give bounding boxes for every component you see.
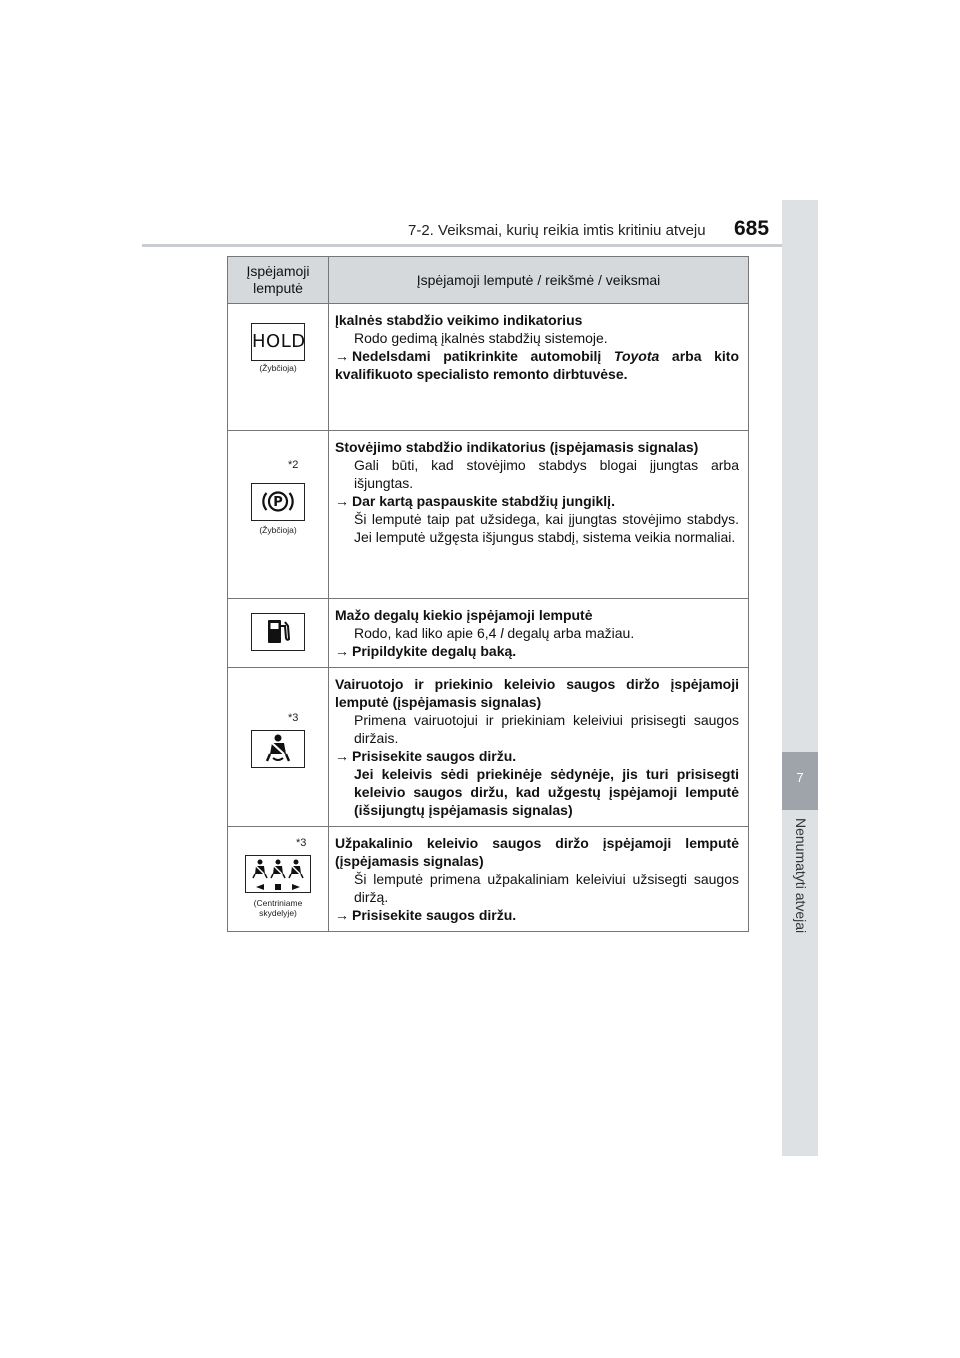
icon-cell [228,431,329,599]
brand-name: Toyota [613,348,660,364]
description-cell [329,668,749,827]
light-title: Vairuotojo ir priekinio keleivio saugos diržo įspėjamoji lemputė (įspėjamasis signalas) [335,676,739,710]
arrow-icon: → [335,493,349,509]
icon-cell [228,599,329,668]
footnote-marker: *2 [288,459,299,471]
light-meaning: Gali būti, kad stovėjimo stabdys blogai įjungtas arba išjungtas. [354,457,739,491]
hold-icon [251,323,305,361]
action-text: Dar kartą paspauskite stabdžių jungiklį. [352,493,615,509]
chapter-label: Nenumatyti atvejai [793,818,809,934]
light-action-extra: Jei keleivis sėdi priekinėje sėdynėje, jis turi prisisegti keleivio saugos diržu, kad užgestų įspėjamoji lemputė (išsijungtų įspėjamasis signalas) [354,766,739,818]
light-title: Įkalnės stabdžio veikimo indikatorius [335,312,583,328]
seatbelt-icon [251,730,305,768]
footnote-marker: *3 [288,712,299,724]
meaning-text: Rodo, kad liko apie 6,4 [354,625,501,641]
icon-caption: (Žybčioja) [259,363,297,373]
arrow-icon: → [335,748,349,764]
light-action [335,347,739,383]
table-row [228,304,749,431]
footnote-marker: *3 [296,837,307,849]
meaning-text-cont: degalų arba mažiau. [503,625,635,641]
action-text: Nedelsdami patikrinkite automobilį [352,348,614,364]
action-text-cont: arba kito kvalifikuoto specialisto remonto dirbtuvėse. [335,348,740,382]
description-cell [329,431,749,599]
description-cell [329,304,749,431]
description-cell [329,827,749,932]
light-meaning: Ši lemputė primena užpakaliniam keleiviui užsisegti saugos diržą. [354,871,739,905]
header-divider [142,244,818,247]
rear-seatbelt-icon [245,855,311,893]
light-meaning: Primena vairuotojui ir priekiniam keleiviui prisisegti saugos diržais. [354,712,739,746]
light-title: Užpakalinio keleivio saugos diržo įspėjamoji lemputė (įspėjamasis signalas) [335,835,739,869]
action-text: Prisisekite saugos diržu. [352,907,517,923]
parking-brake-glyph [253,484,303,519]
table-header-row [228,257,749,304]
chapter-side-bar [782,200,818,1156]
light-title: Mažo degalų kiekio įspėjamoji lemputė [335,607,593,623]
light-action [335,906,739,924]
table-row [228,599,749,668]
light-action [335,642,739,660]
action-text: Prisisekite saugos diržu. [352,748,517,764]
light-extra-info: Ši lemputė taip pat užsidega, kai įjungtas stovėjimo stabdys. Jei lemputė užgęsta išjungus stabdį, sistema veikia normaliai. [354,511,739,545]
unit-liters: l [500,625,504,641]
icon-cell [228,827,329,932]
parking-brake-icon [251,483,305,521]
table-row [228,668,749,827]
page-number: 685 [734,217,770,240]
light-action [335,747,739,765]
light-meaning [335,624,739,642]
fuel-pump-icon [251,613,305,651]
seatbelt-glyph [253,731,303,766]
description-column-header: Įspėjamoji lemputė / reikšmė / veiksmai [329,257,749,304]
light-meaning: Rodo gedimą įkalnės stabdžių sistemoje. [354,330,608,346]
table-row [228,431,749,599]
icon-cell [228,304,329,431]
chapter-number: 7 [796,770,804,785]
arrow-icon: → [335,907,349,923]
section-title: 7-2. Veiksmai, kurių reikia imtis kritiniu atveju [408,222,706,239]
action-text: Pripildykite degalų baką. [352,643,517,659]
rear-seatbelt-glyph [246,856,310,892]
icon-column-header: Įspėjamoji lemputė [228,257,329,304]
light-action [335,492,739,510]
icon-cell [228,668,329,827]
arrow-icon: → [335,643,349,659]
light-title: Stovėjimo stabdžio indikatorius (įspėjamasis signalas) [335,439,699,455]
arrow-icon: → [335,348,349,364]
icon-caption: (Žybčioja) [259,525,297,535]
warning-light-table [227,256,749,932]
fuel-pump-glyph [253,614,303,649]
svg-text:P: P [273,495,283,510]
icon-caption: (Centriniame skydelyje) [253,898,303,918]
table-row [228,827,749,932]
description-cell [329,599,749,668]
hold-icon-text: HOLD [252,331,306,352]
